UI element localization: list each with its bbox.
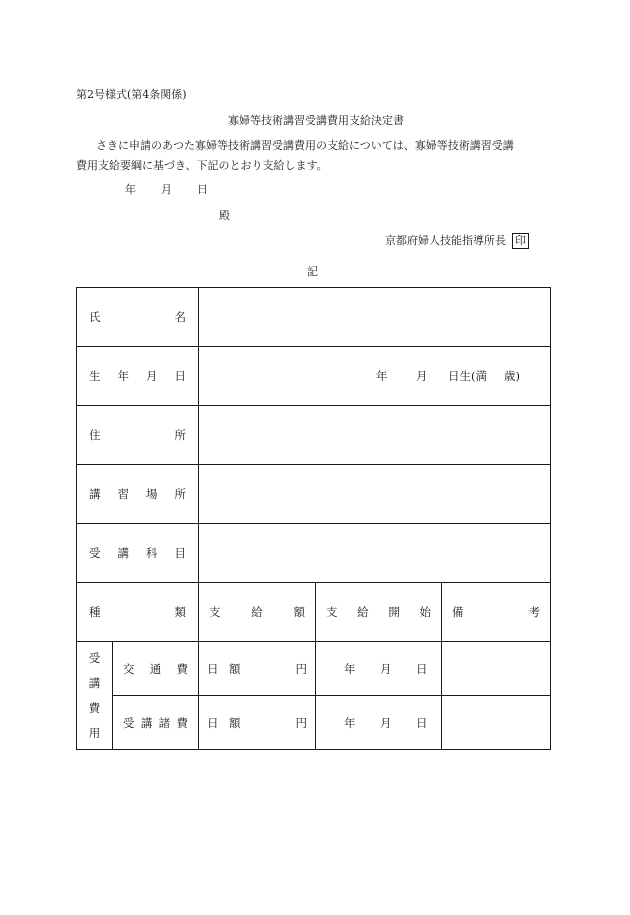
address-value [199, 406, 551, 465]
body-text-line2: 費用支給要綱に基づき、下記のとおり支給します。 [76, 159, 328, 172]
group-label-cell [77, 642, 113, 750]
transport-amount: 日 額 円 [207, 661, 307, 676]
body-text-line1: さきに申請のあつた寡婦等技術講習受講費用の支給については、寡婦等技術講習受講 [96, 139, 514, 152]
row-header [77, 583, 551, 642]
row-transport [77, 642, 551, 696]
document-title: 寡婦等技術講習受講費用支給決定書 [228, 114, 404, 127]
transport-label: 交 通 費 [123, 661, 188, 676]
ki-heading: 記 [307, 265, 318, 278]
venue-value [199, 465, 551, 524]
name-label: 氏 名 [89, 310, 186, 324]
transport-remarks [442, 642, 551, 696]
issuer [385, 232, 529, 249]
remarks-header: 備 考 [452, 605, 541, 619]
course-fees-date: 年 月 日 [344, 715, 428, 730]
row-course-fees [77, 696, 551, 750]
transport-date: 年 月 日 [344, 661, 428, 676]
addressee-suffix: 殿 [219, 209, 230, 222]
subject-value [199, 524, 551, 583]
row-address [77, 406, 551, 465]
row-venue [77, 465, 551, 524]
course-fees-amount: 日 額 円 [207, 715, 307, 730]
group-label: 受 講 費 用 [88, 650, 101, 741]
type-header: 種 類 [89, 605, 186, 619]
course-fees-remarks [442, 696, 551, 750]
date-year: 年 [125, 183, 136, 196]
amount-header: 支 給 額 [209, 605, 305, 619]
start-header: 支 給 開 始 [326, 605, 431, 619]
name-value [199, 288, 551, 347]
row-name [77, 288, 551, 347]
seal-mark: 印 [512, 233, 529, 249]
address-label: 住 所 [89, 428, 186, 442]
details-table [76, 287, 551, 750]
birth-value: 年 月 日生(満 歳) [199, 347, 551, 406]
row-subject [77, 524, 551, 583]
form-number: 第2号様式(第4条関係) [76, 88, 187, 101]
row-birth [77, 347, 551, 406]
course-fees-label: 受 講 諸 費 [123, 715, 188, 730]
date-day: 日 [197, 183, 208, 196]
birth-label: 生 年 月 日 [89, 369, 186, 383]
subject-label: 受 講 科 目 [89, 546, 186, 560]
venue-label: 講 習 場 所 [89, 487, 186, 501]
date-month: 月 [161, 183, 172, 196]
issuer-name: 京都府婦人技能指導所長 [385, 234, 506, 247]
